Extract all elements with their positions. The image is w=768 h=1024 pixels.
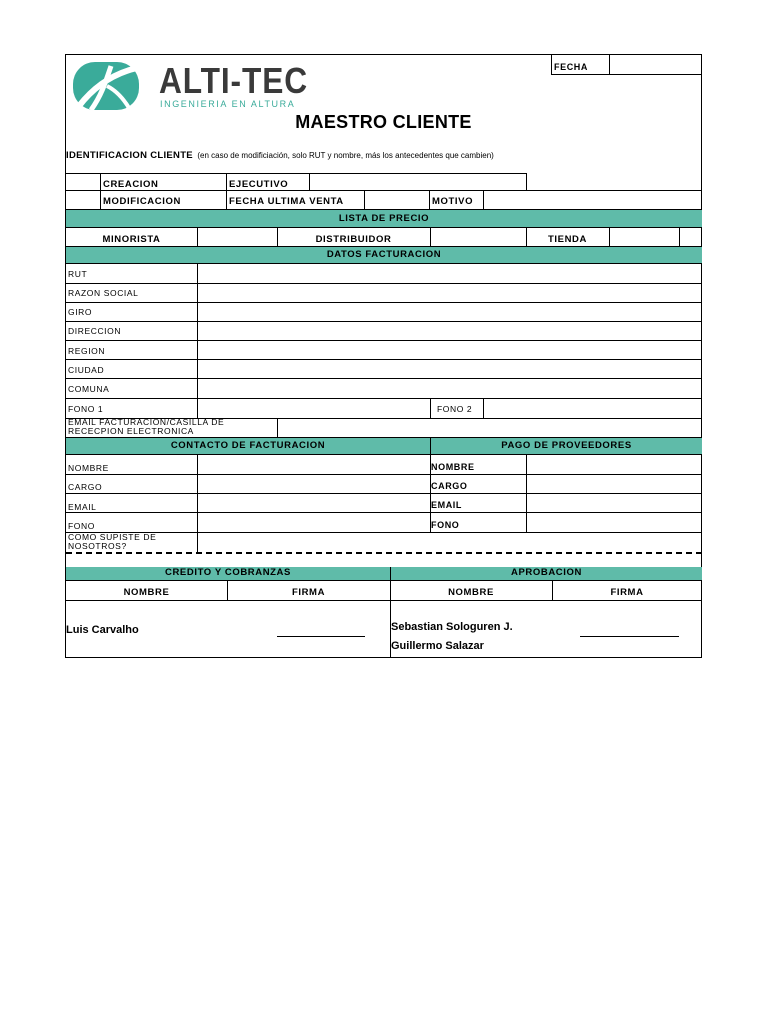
fecha-ultima-venta-input[interactable]	[365, 191, 429, 209]
credito-firma-col: FIRMA	[291, 587, 326, 598]
motivo-label: MOTIVO	[432, 196, 474, 207]
aprobacion-nombre-col: NOMBRE	[448, 587, 494, 598]
identificacion-note: (en caso de modificiación, solo RUT y nombre, más los antecedentes que cambien)	[197, 151, 494, 160]
modificacion-label: MODIFICACION	[103, 196, 181, 207]
comuna-input[interactable]	[198, 379, 701, 398]
aprobacion-signer-name-2: Guillermo Salazar	[391, 640, 484, 652]
lista-minorista: MINORISTA	[102, 234, 161, 245]
region-label: REGION	[68, 346, 106, 356]
lista-tienda: TIENDA	[548, 234, 587, 245]
tienda-checkbox[interactable]	[610, 229, 679, 246]
como-supiste-label-line1: COMO SUPISTE DE	[68, 532, 157, 542]
company-logo	[71, 60, 307, 112]
ejecutivo-input[interactable]	[310, 174, 526, 190]
distribuidor-checkbox[interactable]	[431, 229, 526, 246]
pago-fono-input[interactable]	[527, 513, 701, 532]
aprobacion-firma-col: FIRMA	[610, 587, 644, 598]
ciudad-label: CIUDAD	[68, 365, 105, 375]
creacion-label: CREACION	[103, 179, 159, 190]
creacion-checkbox[interactable]	[67, 174, 100, 190]
ejecutivo-label: EJECUTIVO	[229, 179, 289, 190]
logo-brand-text: ALTI-TEC	[159, 60, 308, 101]
comuna-label: COMUNA	[68, 384, 110, 394]
fono2-label: FONO 2	[437, 404, 473, 414]
dashed-divider	[66, 552, 702, 554]
como-supiste-input[interactable]	[198, 533, 701, 552]
datos-facturacion-header: DATOS FACTURACION	[66, 246, 702, 264]
rut-input[interactable]	[198, 265, 701, 283]
credito-cobranzas-header: CREDITO Y COBRANZAS	[66, 567, 390, 581]
logo-mark-icon	[71, 60, 141, 112]
lista-distribuidor: DISTRIBUIDOR	[315, 234, 392, 245]
contacto-email-input[interactable]	[198, 494, 430, 512]
identificacion-label: IDENTIFICACION CLIENTE	[66, 150, 193, 161]
direccion-input[interactable]	[198, 322, 701, 340]
contacto-nombre-input[interactable]	[198, 456, 430, 474]
razon-social-input[interactable]	[198, 284, 701, 302]
lista-precio-header: LISTA DE PRECIO	[66, 209, 702, 228]
credito-nombre-col: NOMBRE	[123, 587, 170, 598]
giro-label: GIRO	[68, 307, 93, 317]
contacto-cargo-input[interactable]	[198, 475, 430, 493]
page-title: MAESTRO CLIENTE	[295, 112, 472, 132]
identificacion-cliente	[66, 148, 494, 162]
aprobacion-signature-line[interactable]	[580, 636, 679, 637]
modificacion-checkbox[interactable]	[67, 191, 100, 209]
logo-tagline: INGENIERIA EN ALTURA	[160, 99, 296, 109]
contacto-facturacion-header: CONTACTO DE FACTURACION	[66, 437, 430, 455]
motivo-input[interactable]	[484, 191, 701, 209]
email-facturacion-input[interactable]	[278, 419, 701, 437]
pago-email-input[interactable]	[527, 494, 701, 512]
fono2-input[interactable]	[484, 399, 701, 418]
contacto-fono-input[interactable]	[198, 513, 430, 532]
giro-input[interactable]	[198, 303, 701, 321]
fono1-input[interactable]	[198, 399, 430, 418]
ciudad-input[interactable]	[198, 360, 701, 378]
pago-fono-label: FONO	[431, 520, 460, 530]
credito-signer-name: Luis Carvalho	[66, 624, 139, 636]
pago-proveedores-header: PAGO DE PROVEEDORES	[431, 437, 702, 455]
razon-social-label: RAZON SOCIAL	[68, 288, 139, 298]
pago-nombre-input[interactable]	[527, 456, 701, 474]
pago-cargo-label: CARGO	[431, 481, 468, 491]
credito-signature-line[interactable]	[277, 636, 365, 637]
contacto-nombre-label: NOMBRE	[68, 463, 109, 473]
pago-email-label: EMAIL	[431, 500, 462, 510]
email-facturacion-label-line2: RECECPION ELECTRONICA	[68, 426, 194, 436]
direccion-label: DIRECCION	[68, 326, 122, 336]
fecha-input[interactable]	[610, 56, 700, 73]
contacto-fono-label: FONO	[68, 521, 95, 531]
como-supiste-label-line2: NOSOTROS?	[68, 541, 127, 551]
minorista-checkbox[interactable]	[198, 229, 277, 246]
fecha-ultima-venta-label: FECHA ULTIMA VENTA	[229, 196, 344, 207]
fono1-label: FONO 1	[68, 404, 104, 414]
pago-nombre-label: NOMBRE	[431, 462, 475, 472]
rut-label: RUT	[68, 269, 88, 279]
aprobacion-header: APROBACION	[391, 567, 702, 581]
email-facturacion-label-line1: EMAIL FACTURACION/CASILLA DE	[68, 417, 225, 427]
contacto-email-label: EMAIL	[68, 502, 97, 512]
region-input[interactable]	[198, 341, 701, 359]
aprobacion-signer-name-1: Sebastian Sologuren J.	[391, 621, 513, 633]
fecha-label: FECHA	[554, 62, 588, 72]
pago-cargo-input[interactable]	[527, 475, 701, 493]
contacto-cargo-label: CARGO	[68, 482, 103, 492]
